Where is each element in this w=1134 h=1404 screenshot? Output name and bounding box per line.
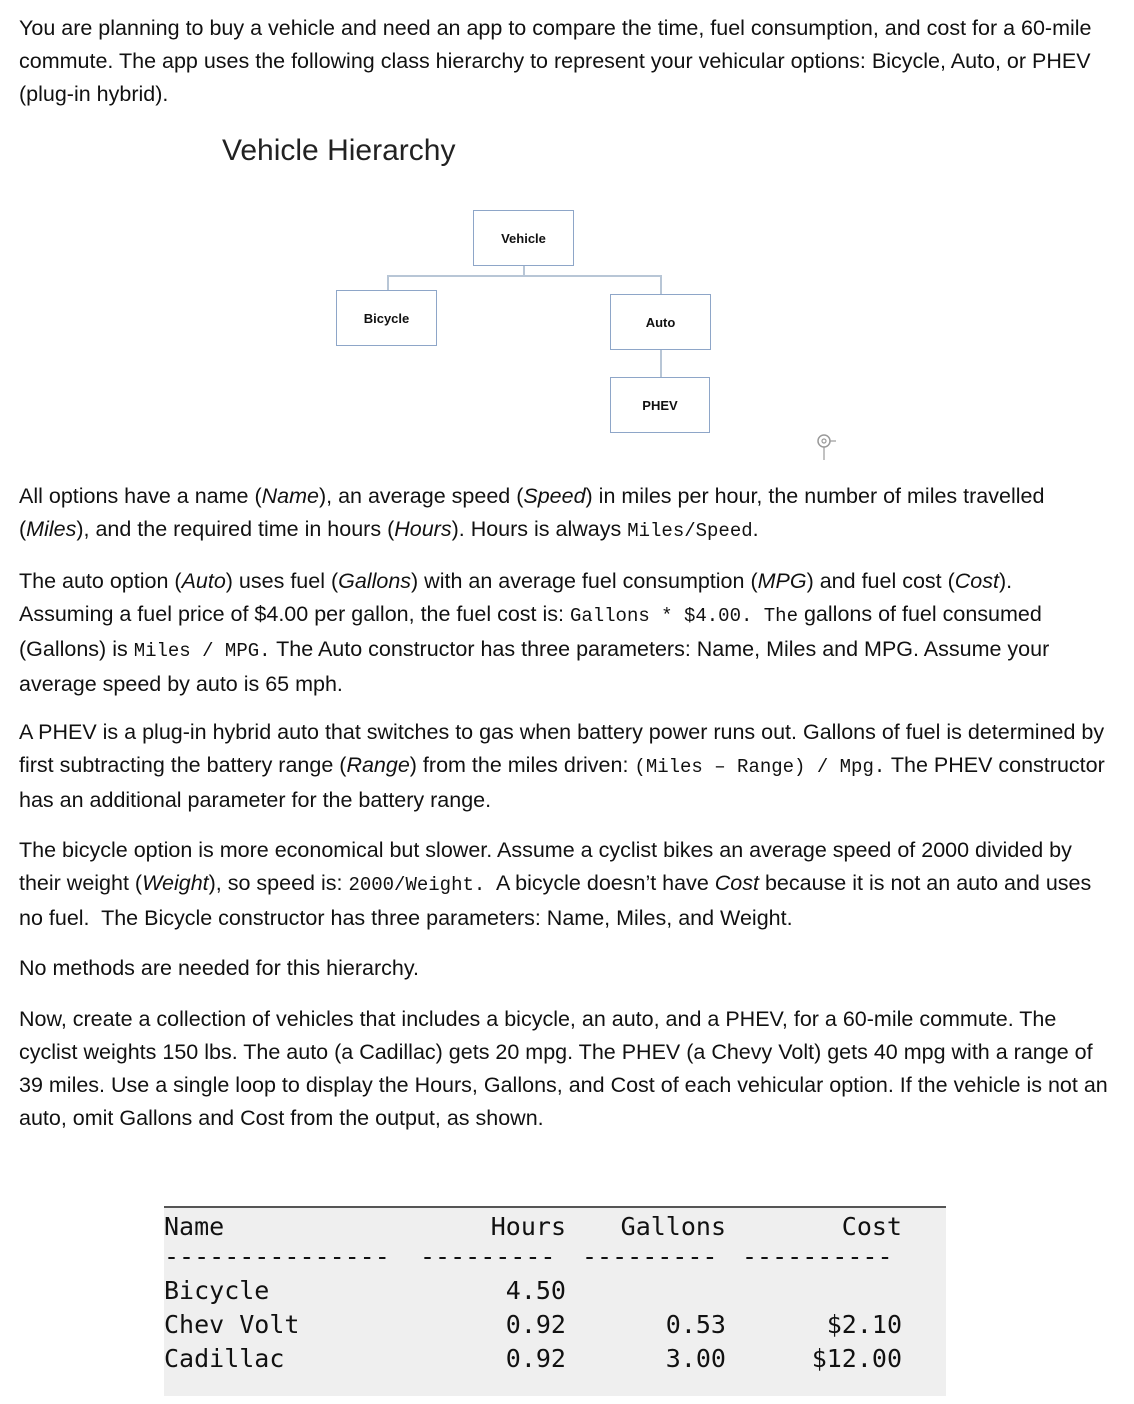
row-0-hours: 4.50 bbox=[505, 1276, 566, 1305]
paragraph-bicycle bbox=[19, 834, 1109, 935]
intro-text: You are planning to buy a vehicle and need an app to compare the time, fuel consumption, and cost for a 60-mile commute. The app uses the following class hierarchy to represent your vehicular options: Bicycle, Auto, or PHEV (plug-in hybrid). bbox=[19, 16, 1098, 106]
p1-text-4: ), and the required time in hours ( bbox=[76, 517, 395, 541]
p4-text-1: The bicycle option is more economical but slower. Assume a cyclist bikes an average speed of 2000 divided by their weight ( bbox=[19, 838, 1078, 895]
node-auto-label: Auto bbox=[645, 314, 676, 330]
node-bicycle-label: Bicycle bbox=[363, 310, 410, 326]
p3-text-3: The PHEV constructor has an additional parameter for the battery range. bbox=[19, 753, 1111, 812]
node-vehicle bbox=[473, 210, 574, 266]
p1-speed-term: Speed bbox=[523, 484, 586, 508]
p4-text-3: A bicycle doesn’t have bbox=[485, 871, 715, 895]
p1-text-2: ), an average speed ( bbox=[318, 484, 524, 508]
p4-cost-term: Cost bbox=[714, 871, 759, 895]
paragraph-collection bbox=[19, 1003, 1114, 1135]
p2-text-6: gallons of fuel consumed (Gallons) is bbox=[19, 602, 1048, 661]
paragraph-properties bbox=[19, 480, 1109, 548]
p3-range-term: Range bbox=[346, 753, 410, 777]
separator-hours: --------- bbox=[420, 1242, 556, 1271]
separator-gallons: --------- bbox=[582, 1242, 718, 1271]
header-name: Name bbox=[164, 1212, 225, 1241]
intro-paragraph bbox=[19, 12, 1109, 111]
row-2-gallons: 3.00 bbox=[665, 1344, 726, 1373]
node-phev-label: PHEV bbox=[642, 397, 678, 413]
row-0-name: Bicycle bbox=[164, 1276, 270, 1305]
paragraph-auto bbox=[19, 565, 1109, 701]
row-2-name: Cadillac bbox=[164, 1344, 285, 1373]
p3-text-2: ) from the miles driven: bbox=[409, 753, 635, 777]
node-auto bbox=[610, 294, 711, 350]
p1-hours-term: Hours bbox=[394, 517, 452, 541]
p2-text-2: ) uses fuel ( bbox=[225, 569, 339, 593]
p3-code-formula: (Miles – Range) / Mpg. bbox=[634, 756, 886, 778]
p1-code-hours: Miles/Speed bbox=[627, 520, 753, 542]
p1-text-3: ) in miles per hour, the number of miles travelled ( bbox=[19, 484, 1051, 541]
p2-mpg-term: MPG bbox=[757, 569, 807, 593]
p3-text-1: A PHEV is a plug-in hybrid auto that switches to gas when battery power runs out. Gallons of fuel is determined by first subtracting the battery range ( bbox=[19, 720, 1111, 777]
p2-text-1: The auto option ( bbox=[19, 569, 182, 593]
p2-text-3: ) with an average fuel consumption ( bbox=[411, 569, 758, 593]
separator-cost: ---------- bbox=[742, 1242, 893, 1271]
p4-text-2: ), so speed is: bbox=[208, 871, 349, 895]
p5-text: No methods are needed for this hierarchy. bbox=[19, 956, 419, 980]
p4-weight-term: Weight bbox=[142, 871, 209, 895]
separator-name: --------------- bbox=[164, 1242, 390, 1271]
p6-text: Now, create a collection of vehicles that includes a bicycle, an auto, and a PHEV, for a 60-mile commute. The cyclist weights 150 lbs. The auto (a Cadillac) gets 20 mpg. The PHEV (a Chevy Volt) gets 40 mpg with a range of 39 miles. Use a single loop to display the Hours, Gallons, and Cost of each vehicular option. If the vehicle is not an auto, omit Gallons and Cost from the output, as shown. bbox=[19, 1007, 1114, 1130]
row-1-cost: $2.10 bbox=[826, 1310, 902, 1339]
p4-text-4: because it is not an auto and uses no fuel. The Bicycle constructor has three parameters: Name, Miles, and Weight. bbox=[19, 871, 1098, 930]
connector-horizontal bbox=[387, 275, 661, 277]
p2-text-7: The Auto constructor has three parameters: Name, Miles and MPG. Assume your average speed by auto is 65 mph. bbox=[19, 637, 1056, 696]
p2-text-4: ) and fuel cost ( bbox=[806, 569, 955, 593]
console-output bbox=[164, 1206, 946, 1396]
p2-gallons-term: Gallons bbox=[338, 569, 412, 593]
node-vehicle-label: Vehicle bbox=[501, 230, 546, 246]
p2-cost-term: Cost bbox=[954, 569, 999, 593]
node-phev bbox=[610, 377, 710, 433]
p1-text-6: . bbox=[752, 517, 759, 541]
cursor-icon bbox=[815, 432, 837, 462]
p1-miles-term: Miles bbox=[26, 517, 77, 541]
connector-to-bicycle bbox=[387, 275, 389, 291]
connector-to-auto bbox=[660, 275, 662, 294]
connector-auto-phev bbox=[660, 349, 662, 377]
row-2-cost: $12.00 bbox=[811, 1344, 902, 1373]
paragraph-phev bbox=[19, 716, 1109, 817]
p1-text-5: ). Hours is always bbox=[451, 517, 628, 541]
diagram-title: Vehicle Hierarchy bbox=[222, 134, 456, 167]
p2-code-gallons: Miles / MPG. bbox=[133, 640, 271, 662]
paragraph-no-methods bbox=[19, 952, 1109, 985]
header-hours: Hours bbox=[490, 1212, 566, 1241]
row-1-name: Chev Volt bbox=[164, 1310, 300, 1339]
p1-name-term: Name bbox=[261, 484, 319, 508]
header-cost: Cost bbox=[841, 1212, 902, 1241]
row-1-hours: 0.92 bbox=[505, 1310, 566, 1339]
p1-text-1: All options have a name ( bbox=[19, 484, 262, 508]
row-1-gallons: 0.53 bbox=[665, 1310, 726, 1339]
node-bicycle bbox=[336, 290, 437, 346]
p2-auto-term: Auto bbox=[181, 569, 226, 593]
p4-code-speed: 2000/Weight. bbox=[348, 874, 486, 896]
row-2-hours: 0.92 bbox=[505, 1344, 566, 1373]
header-gallons: Gallons bbox=[620, 1212, 726, 1241]
p2-text-5: ). Assuming a fuel price of $4.00 per gallon, the fuel cost is: bbox=[19, 569, 1017, 626]
p2-code-cost: Gallons * $4.00. The bbox=[569, 605, 798, 627]
